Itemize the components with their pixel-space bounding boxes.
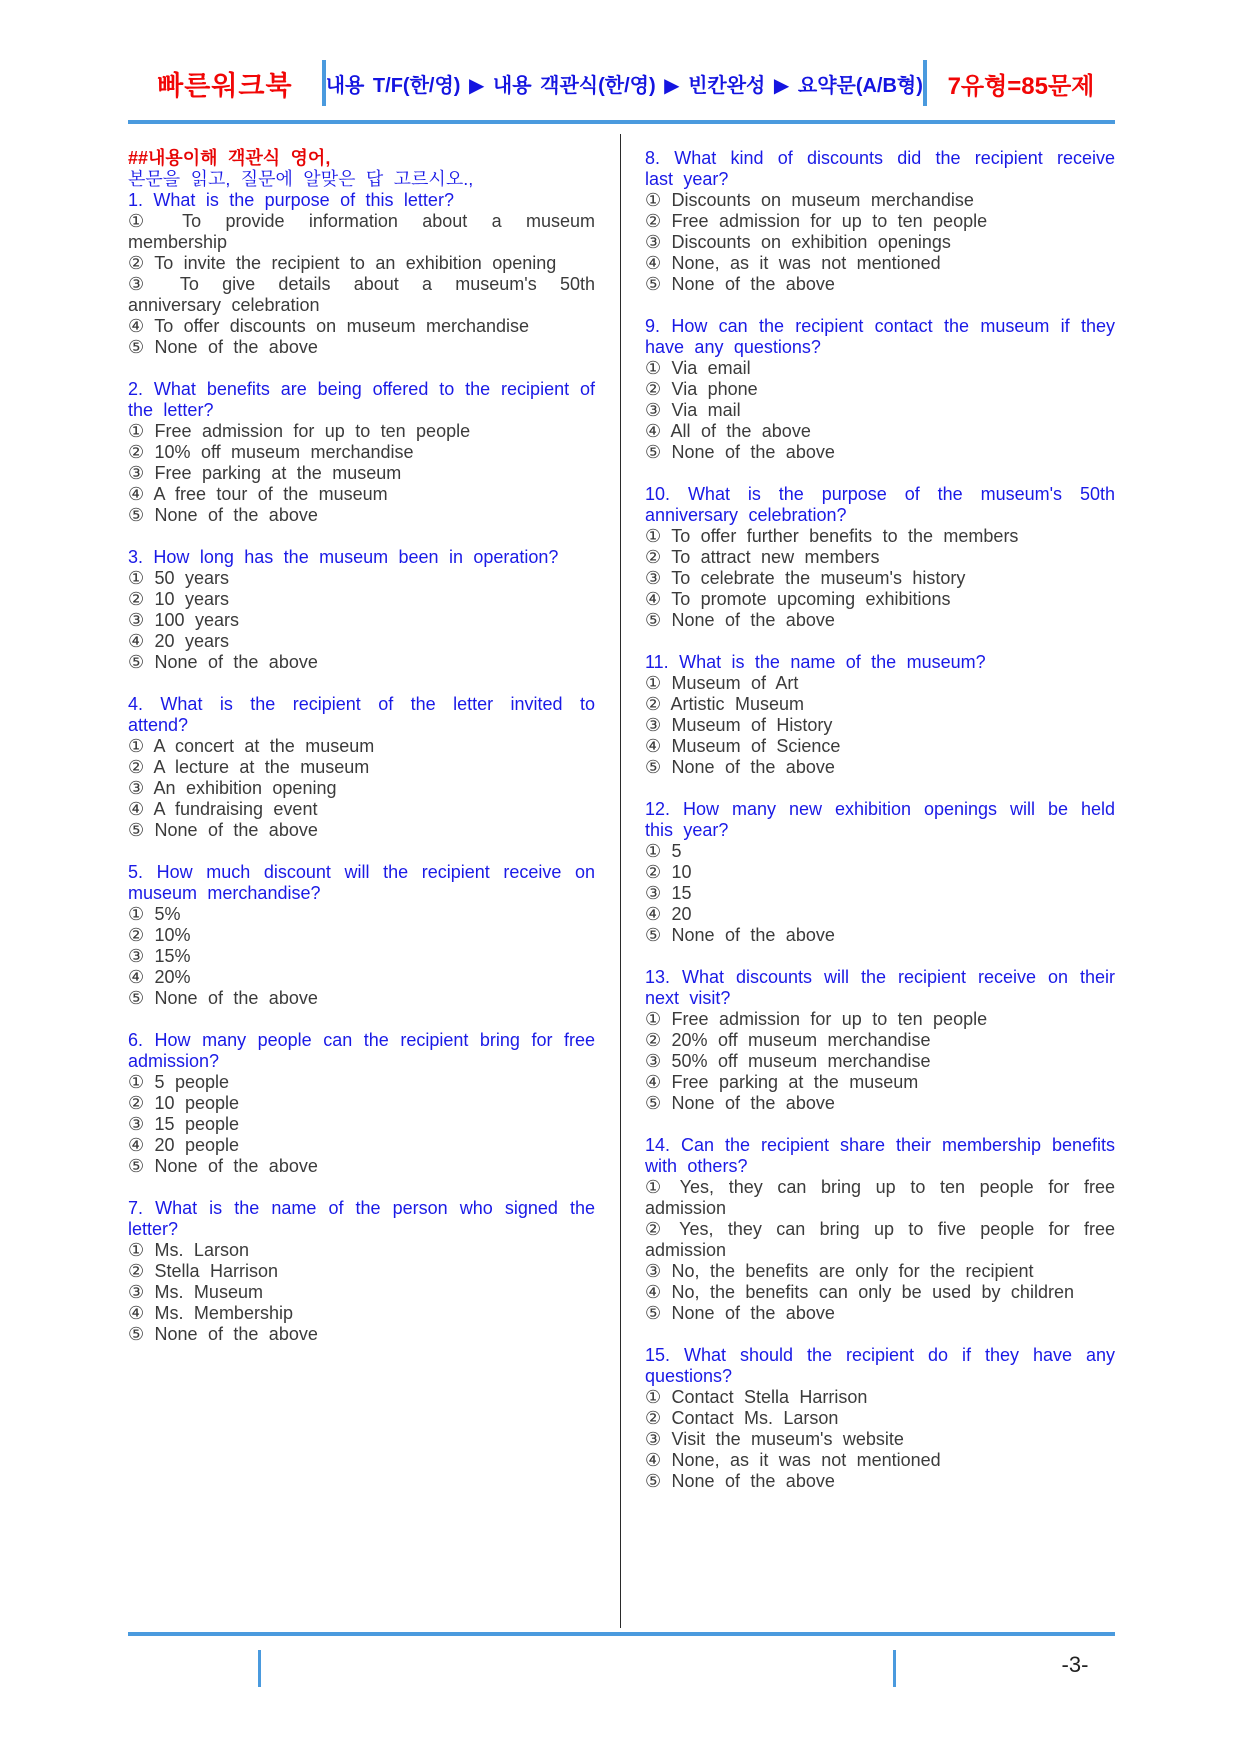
answer-option: ⑤ None of the above <box>128 1156 318 1176</box>
answer-option: ② 10 <box>645 862 692 882</box>
footer-tick-left <box>258 1650 261 1687</box>
answer-option: ④ To promote upcoming exhibitions <box>645 589 951 609</box>
answer-option: ③ 15 <box>645 883 692 903</box>
answer-option: ⑤ None of the above <box>645 442 835 462</box>
answer-option: ① Via email <box>645 358 751 378</box>
question-text: 8. What kind of discounts did the recipient receive last year? <box>645 148 1115 189</box>
answer-option: ① Yes, they can bring up to ten people for free admission <box>645 1177 1115 1218</box>
question-9 <box>645 316 1115 463</box>
answer-option: ① 50 years <box>128 568 229 588</box>
answer-option: ① Contact Stella Harrison <box>645 1387 868 1407</box>
answer-option: ① Ms. Larson <box>128 1240 249 1260</box>
answer-option: ③ An exhibition opening <box>128 778 337 798</box>
question-text: 11. What is the name of the museum? <box>645 652 986 672</box>
answer-option: ① To offer further benefits to the members <box>645 526 1019 546</box>
section-intro <box>128 148 595 190</box>
answer-option: ④ Ms. Membership <box>128 1303 293 1323</box>
header-count-badge: 7유형=85문제 <box>947 72 1095 100</box>
answer-option: ⑤ None of the above <box>128 1324 318 1344</box>
question-text: 4. What is the recipient of the letter invited to attend? <box>128 694 595 735</box>
answer-option: ② 10% off museum merchandise <box>128 442 414 462</box>
answer-option: ④ Museum of Science <box>645 736 841 756</box>
answer-option: ③ 15% <box>128 946 191 966</box>
answer-option: ⑤ None of the above <box>128 652 318 672</box>
answer-option: ② 10% <box>128 925 191 945</box>
answer-option: ② 10 years <box>128 589 229 609</box>
question-2 <box>128 379 595 526</box>
answer-option: ⑤ None of the above <box>645 610 835 630</box>
answer-option: ④ 20 <box>645 904 692 924</box>
answer-option: ③ Ms. Museum <box>128 1282 263 1302</box>
answer-option: ⑤ None of the above <box>128 505 318 525</box>
section-instruction: 본문을 읽고, 질문에 알맞은 답 고르시오., <box>128 169 474 189</box>
answer-option: ② Stella Harrison <box>128 1261 278 1281</box>
section-title: ##내용이해 객관식 영어, <box>128 148 331 168</box>
answer-option: ① A concert at the museum <box>128 736 375 756</box>
content-area <box>128 140 1115 1630</box>
answer-option: ② 10 people <box>128 1093 240 1113</box>
question-text: 15. What should the recipient do if they have any questions? <box>645 1345 1115 1386</box>
answer-option: ② To attract new members <box>645 547 880 567</box>
answer-option: ④ All of the above <box>645 421 811 441</box>
question-15 <box>645 1345 1115 1492</box>
answer-option: ② Artistic Museum <box>645 694 804 714</box>
header-nav-path: 내용 T/F(한/영) ▶ 내용 객관식(한/영) ▶ 빈칸완성 ▶ 요약문(A/B형) <box>325 74 923 97</box>
answer-option: ④ A free tour of the museum <box>128 484 388 504</box>
answer-option: ③ 50% off museum merchandise <box>645 1051 931 1071</box>
answer-option: ⑤ None of the above <box>645 1471 835 1491</box>
answer-option: ④ None, as it was not mentioned <box>645 1450 941 1470</box>
answer-option: ④ Free parking at the museum <box>645 1072 919 1092</box>
answer-option: ④ None, as it was not mentioned <box>645 253 941 273</box>
right-column <box>645 148 1115 1492</box>
answer-option: ② A lecture at the museum <box>128 757 370 777</box>
answer-option: ① To provide information about a museum membership <box>128 211 595 252</box>
question-13 <box>645 967 1115 1114</box>
answer-option: ③ 100 years <box>128 610 239 630</box>
answer-option: ④ 20% <box>128 967 191 987</box>
answer-option: ③ Via mail <box>645 400 741 420</box>
answer-option: ① 5 people <box>128 1072 230 1092</box>
page-header <box>128 58 1115 108</box>
question-text: 3. How long has the museum been in operation? <box>128 547 559 567</box>
question-14 <box>645 1135 1115 1324</box>
answer-option: ③ Museum of History <box>645 715 833 735</box>
question-text: 6. How many people can the recipient bring for free admission? <box>128 1030 595 1071</box>
question-6 <box>128 1030 595 1177</box>
answer-option: ④ A fundraising event <box>128 799 318 819</box>
answer-option: ③ To give details about a museum's 50th anniversary celebration <box>128 274 595 315</box>
answer-option: ③ Free parking at the museum <box>128 463 402 483</box>
answer-option: ② Free admission for up to ten people <box>645 211 988 231</box>
question-text: 5. How much discount will the recipient receive on museum merchandise? <box>128 862 595 903</box>
answer-option: ⑤ None of the above <box>128 820 318 840</box>
question-12 <box>645 799 1115 946</box>
question-1 <box>128 190 595 358</box>
answer-option: ⑤ None of the above <box>645 757 835 777</box>
answer-option: ⑤ None of the above <box>645 1093 835 1113</box>
answer-option: ⑤ None of the above <box>645 925 835 945</box>
answer-option: ③ No, the benefits are only for the recipient <box>645 1261 1034 1281</box>
answer-option: ③ Discounts on exhibition openings <box>645 232 951 252</box>
question-text: 7. What is the name of the person who signed the letter? <box>128 1198 595 1239</box>
left-column <box>128 148 595 1345</box>
question-11 <box>645 652 1115 778</box>
question-text: 12. How many new exhibition openings will be held this year? <box>645 799 1115 840</box>
question-text: 9. How can the recipient contact the museum if they have any questions? <box>645 316 1115 357</box>
answer-option: ⑤ None of the above <box>645 1303 835 1323</box>
answer-option: ④ To offer discounts on museum merchandise <box>128 316 530 336</box>
question-text: 2. What benefits are being offered to the recipient of the letter? <box>128 379 595 420</box>
answer-option: ④ No, the benefits can only be used by children <box>645 1282 1074 1302</box>
answer-option: ① 5% <box>128 904 181 924</box>
answer-option: ⑤ None of the above <box>128 988 318 1008</box>
answer-option: ③ To celebrate the museum's history <box>645 568 966 588</box>
question-text: 10. What is the purpose of the museum's 50th anniversary celebration? <box>645 484 1115 525</box>
question-7 <box>128 1198 595 1345</box>
column-divider <box>620 134 621 1628</box>
answer-option: ① Discounts on museum merchandise <box>645 190 974 210</box>
answer-option: ② Yes, they can bring up to five people for free admission <box>645 1219 1115 1260</box>
question-text: 1. What is the purpose of this letter? <box>128 190 454 210</box>
question-10 <box>645 484 1115 631</box>
answer-option: ① Free admission for up to ten people <box>128 421 471 441</box>
answer-option: ③ 15 people <box>128 1114 240 1134</box>
answer-option: ② Contact Ms. Larson <box>645 1408 839 1428</box>
answer-option: ② To invite the recipient to an exhibition opening <box>128 253 557 273</box>
footer-rule <box>128 1632 1115 1636</box>
question-8 <box>645 148 1115 295</box>
page-number: -3- <box>1061 1652 1089 1677</box>
answer-option: ① 5 <box>645 841 682 861</box>
answer-option: ① Museum of Art <box>645 673 799 693</box>
question-5 <box>128 862 595 1009</box>
answer-option: ④ 20 people <box>128 1135 240 1155</box>
brand-title: 빠른워크북 <box>157 70 293 101</box>
answer-option: ④ 20 years <box>128 631 229 651</box>
answer-option: ① Free admission for up to ten people <box>645 1009 988 1029</box>
answer-option: ③ Visit the museum's website <box>645 1429 904 1449</box>
question-text: 14. Can the recipient share their membership benefits with others? <box>645 1135 1115 1176</box>
question-text: 13. What discounts will the recipient receive on their next visit? <box>645 967 1115 1008</box>
answer-option: ⑤ None of the above <box>645 274 835 294</box>
question-3 <box>128 547 595 673</box>
question-4 <box>128 694 595 841</box>
answer-option: ② 20% off museum merchandise <box>645 1030 931 1050</box>
answer-option: ② Via phone <box>645 379 758 399</box>
answer-option: ⑤ None of the above <box>128 337 318 357</box>
footer-tick-right <box>893 1650 896 1687</box>
header-rule <box>128 120 1115 124</box>
